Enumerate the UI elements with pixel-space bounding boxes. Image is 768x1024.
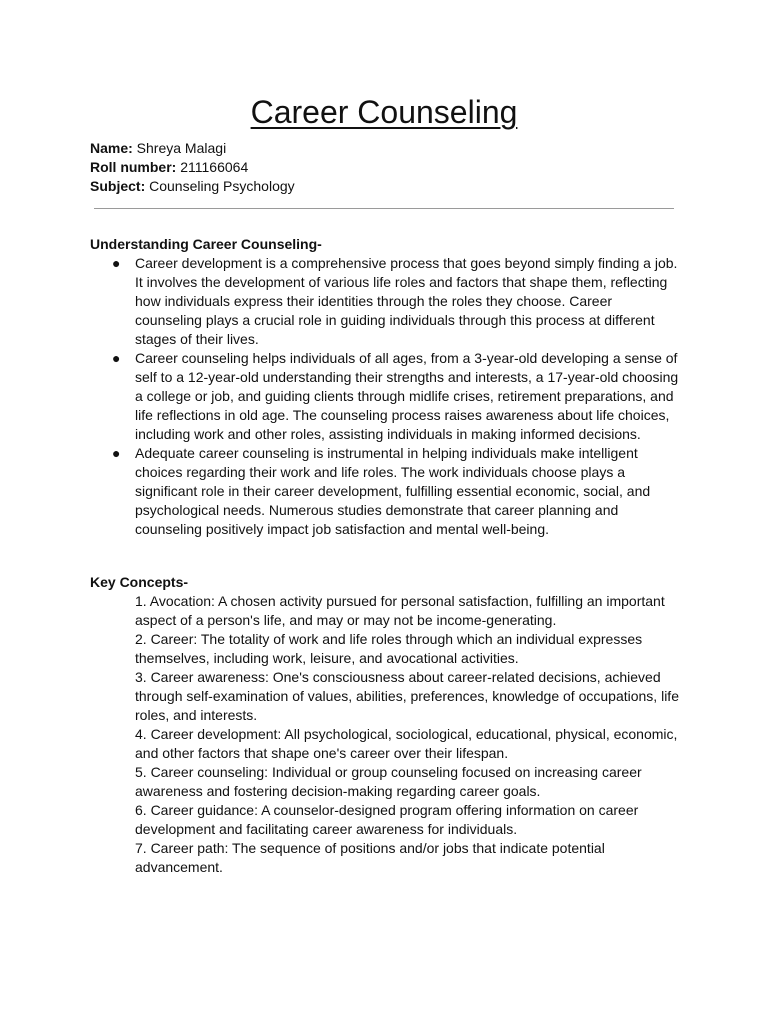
name-label: Name: (90, 140, 133, 156)
roll-number-value: 211166064 (176, 159, 249, 175)
document-title: Career Counseling (250, 94, 518, 130)
subject-value: Counseling Psychology (145, 178, 295, 194)
concept-item: 2. Career: The totality of work and life roles through which an individual expresses themselves, including work, leisure, and avocational activities. (135, 631, 643, 666)
bullet-item (90, 444, 680, 539)
subject-label: Subject: (90, 178, 146, 194)
roll-number-row (90, 158, 295, 177)
bullet-icon: ● (112, 445, 121, 461)
name-row (90, 139, 295, 158)
concept-item: 4. Career development: All psychological, sociological, educational, physical, economic, and other factors that shape one's career over their lifespan. (135, 726, 678, 761)
student-info (90, 139, 295, 196)
understanding-heading: Understanding Career Counseling- (90, 236, 322, 252)
bullet-text: Career counseling helps individuals of all ages, from a 3-year-old developing a sense of self to a 12-year-old understanding their strengths and interests, a 17-year-old choosing a college or job, and guiding clients through midlife crises, retirement preparations, and life reflections in old age. The counseling process raises awareness about life choices, including work and other roles, assisting individuals in making informed decisions. (135, 350, 679, 442)
name-value: Shreya Malagi (132, 140, 227, 156)
concept-item: 1. Avocation: A chosen activity pursued for personal satisfaction, fulfilling an important aspect of a person's life, and may or may not be income-generating. (135, 593, 665, 628)
subject-row (90, 177, 295, 196)
bullet-item (90, 254, 680, 349)
key-concepts-section (90, 573, 690, 877)
key-concepts-heading: Key Concepts- (90, 574, 189, 590)
understanding-section (90, 235, 690, 539)
bullet-icon: ● (112, 255, 121, 271)
horizontal-divider (94, 208, 674, 209)
bullet-item (90, 349, 680, 444)
bullet-text: Career development is a comprehensive process that goes beyond simply finding a job. It involves the development of various life roles and factors that shape them, reflecting how individuals express their identities through the roles they choose. Career counseling plays a crucial role in guiding individuals through this process at different stages of their lives. (135, 255, 678, 347)
bullet-icon: ● (112, 350, 121, 366)
concept-item: 6. Career guidance: A counselor-designed program offering information on career development and facilitating career awareness for individuals. (135, 802, 639, 837)
concept-item: 7. Career path: The sequence of positions and/or jobs that indicate potential advancement. (135, 840, 605, 875)
bullet-list (90, 254, 690, 539)
roll-number-label: Roll number: (90, 159, 177, 175)
concept-item: 3. Career awareness: One's consciousness about career-related decisions, achieved through self-examination of values, abilities, preferences, knowledge of occupations, life roles, and interests. (135, 669, 679, 723)
concept-list (90, 592, 690, 877)
concept-item: 5. Career counseling: Individual or group counseling focused on increasing career awareness and fostering decision-making regarding career goals. (135, 764, 642, 799)
bullet-text: Adequate career counseling is instrumental in helping individuals make intelligent choices regarding their work and life roles. The work individuals choose plays a significant role in their career development, fulfilling essential economic, social, and psychological needs. Numerous studies demonstrate that career planning and counseling positively impact job satisfaction and mental well-being. (135, 445, 651, 537)
